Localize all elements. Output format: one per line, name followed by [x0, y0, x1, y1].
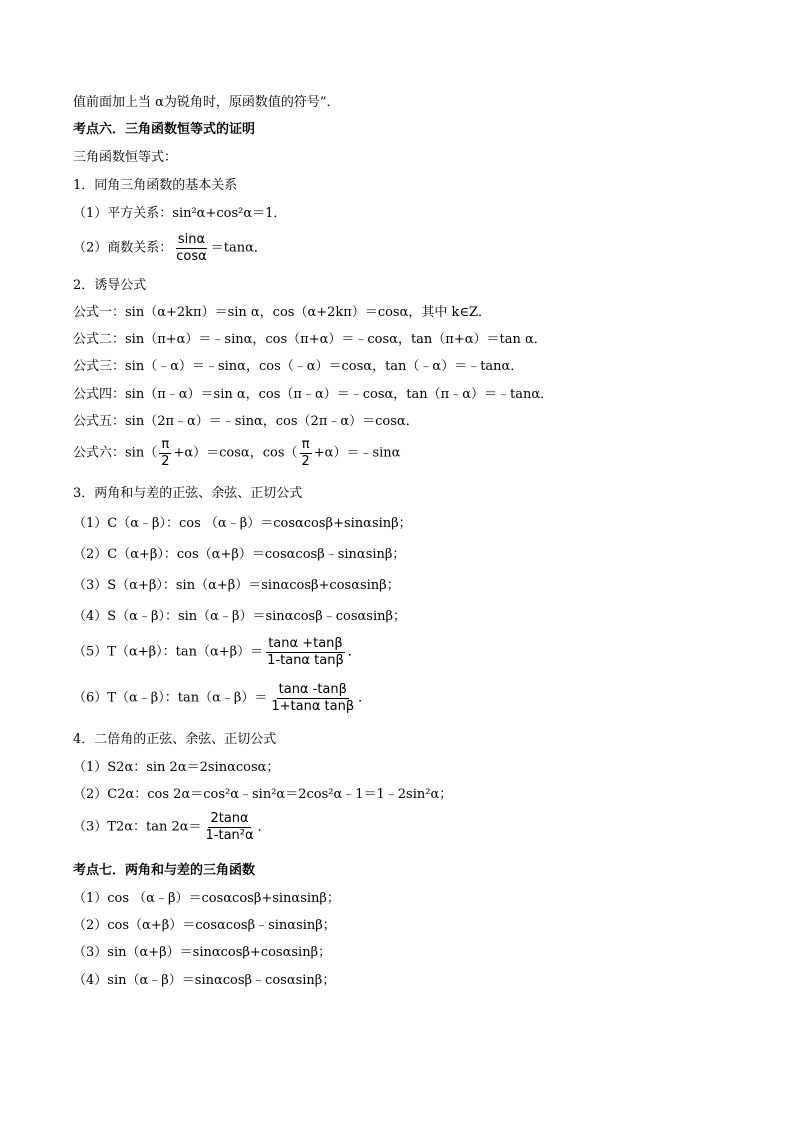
subsection-heading: 1．同角三角函数的基本关系 — [73, 178, 238, 193]
text-segment: +α）＝﹣sinα — [313, 445, 401, 461]
formula-line: （3）S（α+β）：sin（α+β）＝sinαcosβ+cosαsinβ； — [73, 578, 400, 593]
numerator: π — [161, 437, 170, 452]
text-line: 值前面加上当 α为锐角时，原函数值的符号”． — [73, 95, 340, 110]
formula-line: 公式五：sin（2π﹣α）＝﹣sinα，cos（2π﹣α）＝cosα． — [73, 414, 419, 429]
formula-line — [73, 637, 361, 667]
formula-line: （1）C（α﹣β）：cos （α﹣β）＝cosαcosβ+sinαsinβ； — [73, 516, 412, 531]
fraction — [159, 438, 171, 468]
fraction — [269, 683, 356, 713]
text-segment: （3）T2α：tan 2α＝ — [73, 819, 202, 835]
subsection-heading: 2．诱导公式 — [73, 278, 147, 293]
formula-line — [73, 812, 271, 842]
numerator: 2tanα — [210, 811, 249, 826]
formula-line: （4）sin（α﹣β）＝sinαcosβ﹣cosαsinβ； — [73, 973, 336, 988]
text-segment: （6）T（α﹣β）：tan（α﹣β）＝ — [73, 690, 268, 706]
formula-line: 公式四：sin（π﹣α）＝sin α，cos（π﹣α）＝﹣cosα，tan（π﹣α）＝﹣tanα． — [73, 387, 554, 402]
formula-line — [73, 683, 371, 713]
denominator: 1+tanα tanβ — [271, 698, 355, 714]
formula-line — [73, 233, 267, 263]
formula-line: （2）C（α+β）：cos（α+β）＝cosαcosβ﹣sinαsinβ； — [73, 547, 406, 562]
denominator: cosα — [176, 248, 207, 264]
formula-line: （1）S2α：sin 2α＝2sinαcosα； — [73, 760, 280, 775]
fraction — [174, 233, 208, 263]
formula-line: （2）C2α：cos 2α＝cos²α﹣sin²α＝2cos²α﹣1＝1﹣2sin²α； — [73, 787, 453, 802]
fraction — [204, 812, 256, 842]
numerator: tanα -tanβ — [278, 682, 347, 697]
text-segment: ． — [347, 644, 361, 660]
formula-line: （2）cos（α+β）＝cosαcosβ﹣sinαsinβ； — [73, 918, 336, 933]
fraction — [265, 637, 346, 667]
subsection-heading: 3．两角和与差的正弦、余弦、正切公式 — [73, 486, 303, 501]
formula-line: （1）cos （α﹣β）＝cosαcosβ+sinαsinβ； — [73, 891, 340, 906]
text-line: 三角函数恒等式： — [73, 150, 178, 165]
section-heading-6: 考点六．三角函数恒等式的证明 — [73, 122, 256, 137]
numerator: sinα — [177, 232, 206, 247]
denominator: 2 — [161, 453, 170, 469]
formula-line — [73, 438, 400, 468]
section-heading-7: 考点七．两角和与差的三角函数 — [73, 863, 256, 878]
formula-line: 公式一：sin（α+2kπ）＝sin α，cos（α+2kπ）＝cosα，其中 k∈Z． — [73, 305, 492, 320]
numerator: π — [301, 437, 310, 452]
denominator: 2 — [301, 453, 310, 469]
formula-line: （1）平方关系：sin²α+cos²α＝1． — [73, 206, 287, 221]
formula-line: （3）sin（α+β）＝sinαcosβ+cosαsinβ； — [73, 945, 332, 960]
text-segment: 公式六：sin（ — [73, 445, 158, 461]
formula-line: 公式三：sin（﹣α）＝﹣sinα，cos（﹣α）＝cosα，tan（﹣α）＝﹣tanα． — [73, 359, 524, 374]
text-segment: ． — [257, 819, 271, 835]
text-segment: ＝tanα． — [210, 240, 267, 256]
text-segment: ． — [358, 690, 372, 706]
subsection-heading: 4．二倍角的正弦、余弦、正切公式 — [73, 732, 277, 747]
denominator: 1-tanα tanβ — [267, 652, 344, 668]
formula-line: 公式二：sin（π+α）＝﹣sinα，cos（π+α）＝﹣cosα，tan（π+α）＝tan α． — [73, 332, 547, 347]
denominator: 1-tan²α — [205, 827, 254, 843]
text-segment: （5）T（α+β）：tan（α+β）＝ — [73, 644, 264, 660]
numerator: tanα +tanβ — [268, 636, 343, 651]
text-segment: （2）商数关系： — [73, 240, 173, 256]
text-segment: +α）＝cosα，cos（ — [173, 445, 298, 461]
fraction — [300, 438, 312, 468]
formula-line: （4）S（α﹣β）：sin（α﹣β）＝sinαcosβ﹣cosαsinβ； — [73, 609, 407, 624]
